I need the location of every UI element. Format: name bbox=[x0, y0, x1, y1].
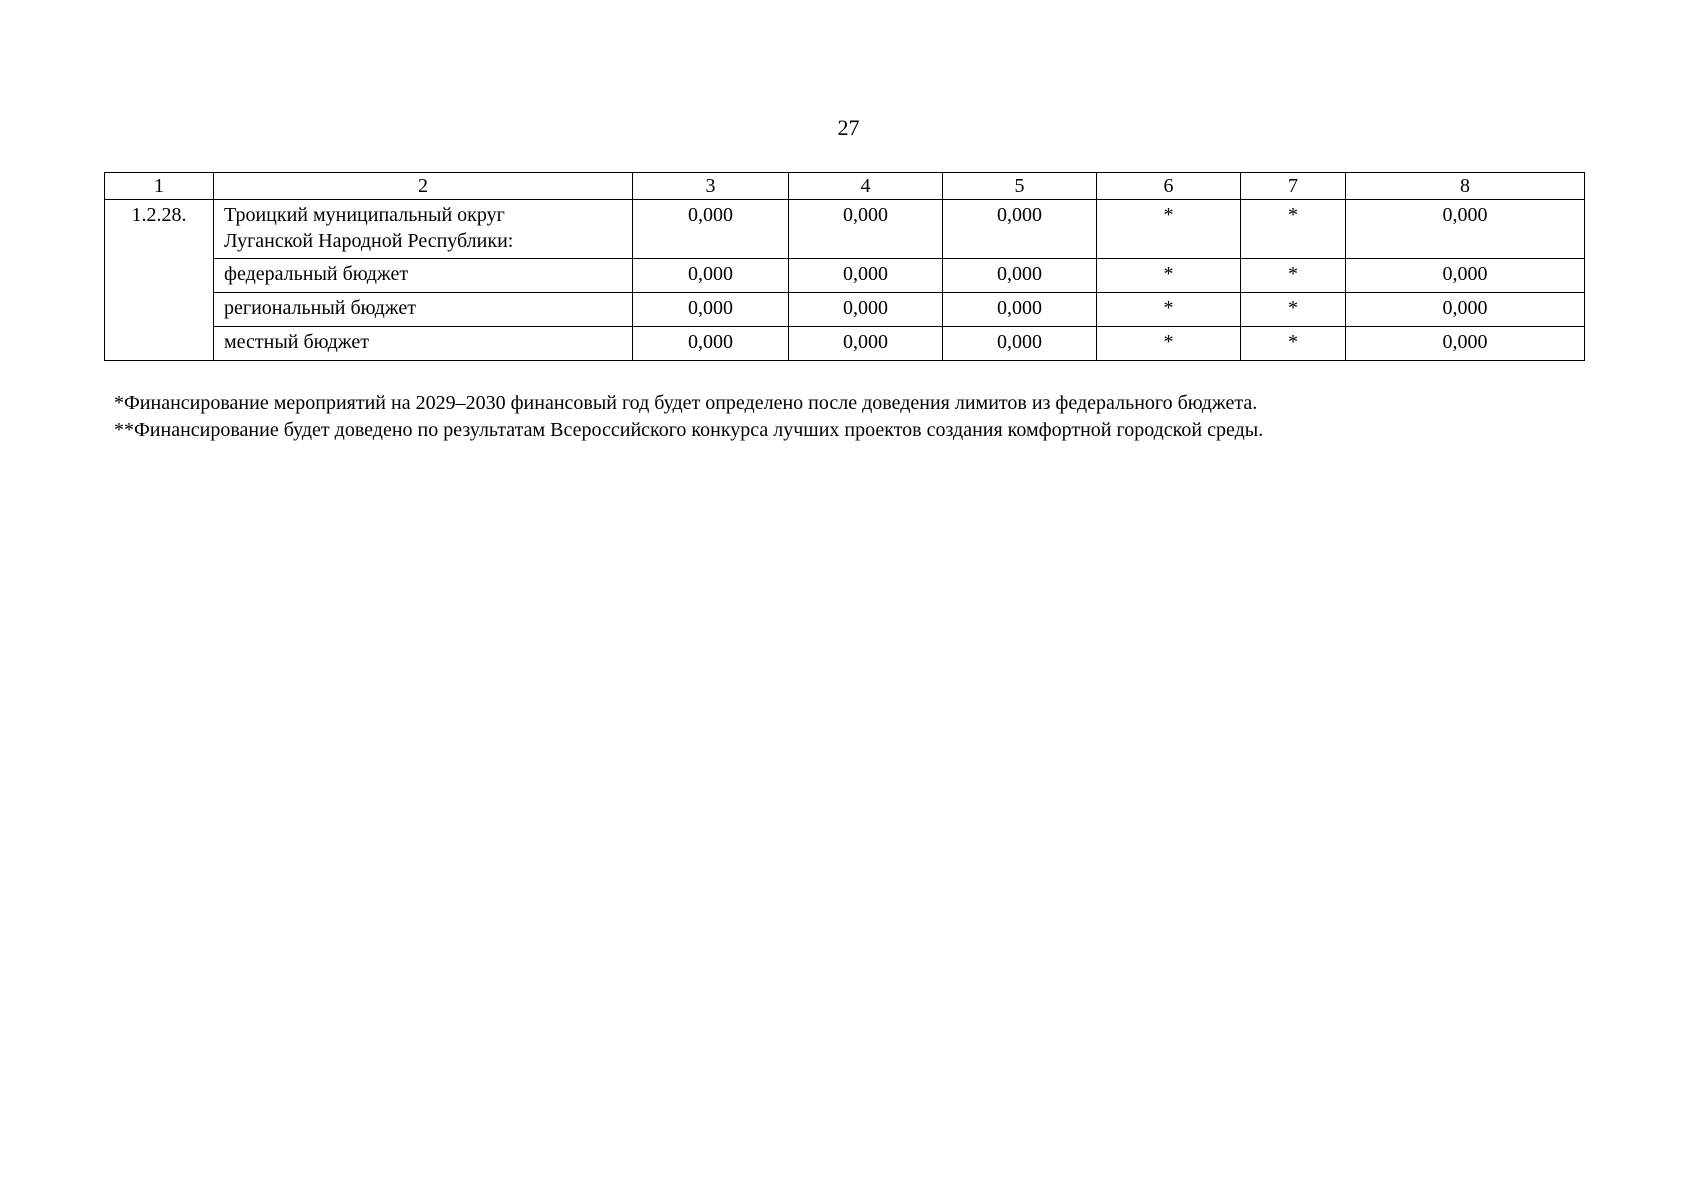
item-title bbox=[214, 200, 633, 259]
table-cell: 0,000 bbox=[1346, 259, 1585, 293]
item-code: 1.2.28. bbox=[105, 200, 214, 361]
table-cell: 0,000 bbox=[789, 293, 943, 327]
table-row bbox=[105, 200, 1585, 259]
table-cell: * bbox=[1097, 327, 1241, 361]
table-cell: 0,000 bbox=[1346, 293, 1585, 327]
table-cell: * bbox=[1241, 259, 1346, 293]
budget-label: местный бюджет bbox=[214, 327, 633, 361]
footnote: *Финансирование мероприятий на 2029–2030 финансовый год будет определено после доведения лимитов из федерального бюджета. bbox=[114, 392, 1258, 414]
column-header: 8 bbox=[1346, 173, 1585, 200]
table-cell: * bbox=[1241, 200, 1346, 259]
table-cell: 0,000 bbox=[633, 259, 789, 293]
table-cell: * bbox=[1097, 259, 1241, 293]
table-cell: 0,000 bbox=[633, 293, 789, 327]
item-title-line: Троицкий муниципальный округ bbox=[224, 204, 505, 226]
column-header: 3 bbox=[633, 173, 789, 200]
item-title-line: Луганской Народной Республики: bbox=[224, 230, 514, 252]
footnote: **Финансирование будет доведено по результатам Всероссийского конкурса лучших проектов создания комфортной городской среды. bbox=[114, 419, 1264, 441]
column-number-row bbox=[105, 173, 1585, 200]
table-cell: 0,000 bbox=[943, 200, 1097, 259]
budget-label: федеральный бюджет bbox=[214, 259, 633, 293]
table-cell: * bbox=[1241, 293, 1346, 327]
table-row bbox=[105, 259, 1585, 293]
table-cell: 0,000 bbox=[633, 200, 789, 259]
table-cell: 0,000 bbox=[943, 327, 1097, 361]
table-row bbox=[105, 293, 1585, 327]
table-cell: * bbox=[1097, 293, 1241, 327]
column-header: 1 bbox=[105, 173, 214, 200]
column-header: 5 bbox=[943, 173, 1097, 200]
footnotes bbox=[114, 390, 1594, 444]
table-cell: 0,000 bbox=[1346, 327, 1585, 361]
page-number: 27 bbox=[837, 115, 860, 140]
budget-label: региональный бюджет bbox=[214, 293, 633, 327]
table-cell: 0,000 bbox=[789, 200, 943, 259]
column-header: 4 bbox=[789, 173, 943, 200]
table-cell: 0,000 bbox=[789, 327, 943, 361]
table-cell: 0,000 bbox=[633, 327, 789, 361]
table-cell: 0,000 bbox=[1346, 200, 1585, 259]
table-cell: 0,000 bbox=[943, 259, 1097, 293]
column-header: 6 bbox=[1097, 173, 1241, 200]
table-row bbox=[105, 327, 1585, 361]
funding-table bbox=[104, 172, 1585, 361]
table-cell: 0,000 bbox=[943, 293, 1097, 327]
table-cell: * bbox=[1097, 200, 1241, 259]
column-header: 2 bbox=[214, 173, 633, 200]
table-cell: * bbox=[1241, 327, 1346, 361]
column-header: 7 bbox=[1241, 173, 1346, 200]
table-cell: 0,000 bbox=[789, 259, 943, 293]
